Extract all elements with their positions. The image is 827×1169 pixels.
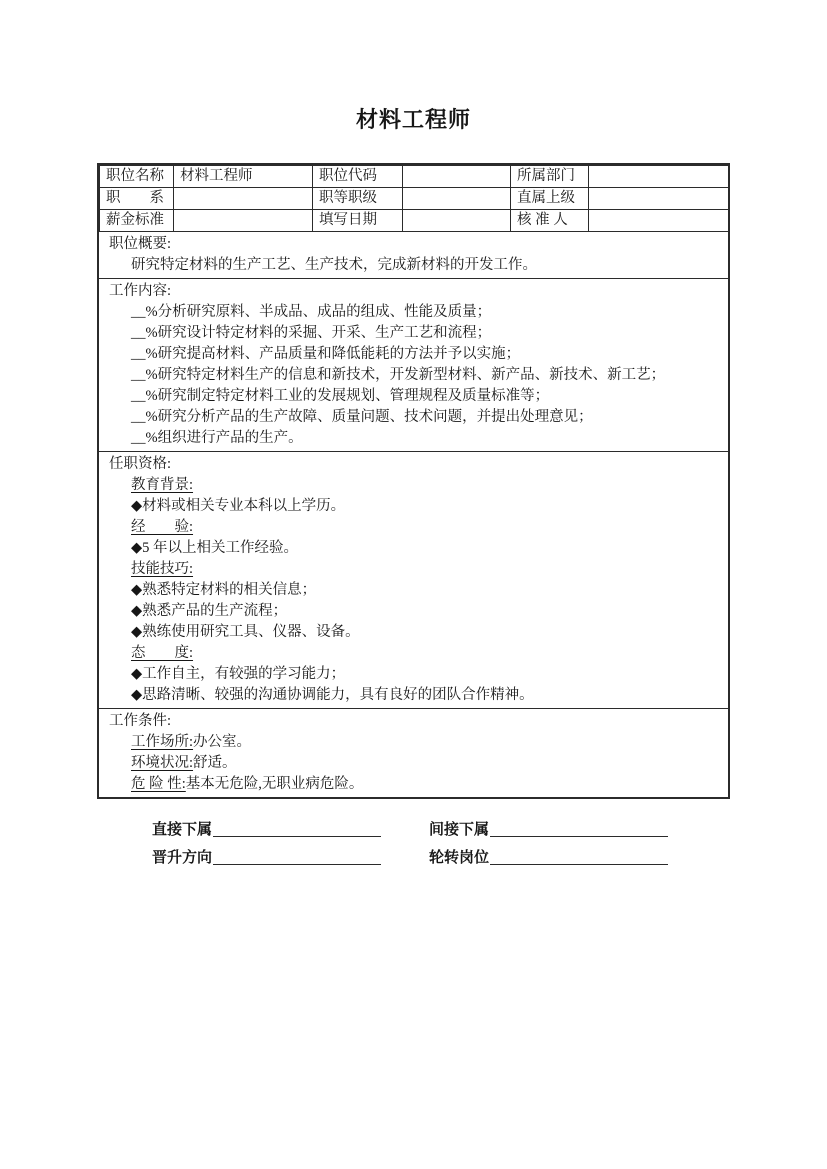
workplace-value: 办公室。 [193,734,252,750]
skills-item: ◆熟练使用研究工具、仪器、设备。 [131,624,360,640]
condition-item [109,753,718,774]
promotion-direction-blank-line[interactable] [213,863,381,865]
attitude-item: ◆工作自主，有较强的学习能力； [131,666,346,682]
work-item: __%研究分析产品的生产故障、质量问题、技术问题，并提出处理意见； [131,409,593,425]
info-table [99,165,729,232]
section-work-conditions [99,709,728,797]
summary-text: 研究特定材料的生产工艺、生产技术，完成新材料的开发工作。 [131,257,537,273]
footer-row-2 [152,841,827,869]
fill-date-label: 填写日期 [313,210,403,232]
salary-standard-label: 薪金标准 [100,210,174,232]
department-value[interactable] [589,166,729,188]
work-conditions-heading: 工作条件: [109,713,172,729]
indirect-subordinates-label: 间接下属 [429,822,490,838]
fill-date-value[interactable] [403,210,511,232]
position-name-value: 材料工程师 [174,166,313,188]
work-item: __%研究设计特定材料的采掘、开采、生产工艺和流程； [131,325,492,341]
salary-standard-value[interactable] [174,210,313,232]
work-item: __%研究制定特定材料工业的发展规划、管理规程及质量标准等； [131,388,550,404]
approver-value[interactable] [589,210,729,232]
indirect-subordinates-blank-line[interactable] [490,835,668,837]
work-content-heading: 工作内容: [109,283,172,299]
attitude-item: ◆思路清晰、较强的沟通协调能力，具有良好的团队合作精神。 [131,687,534,703]
job-grade-value[interactable] [403,188,511,210]
job-family-label: 职 系 [100,188,174,210]
environment-value: 舒适。 [193,755,237,771]
section-qualifications [99,452,728,709]
work-item: __%组织进行产品的生产。 [131,430,303,446]
approver-label: 核 准 人 [511,210,589,232]
section-summary [99,232,728,279]
footer-row-1 [152,813,827,841]
risk-value: 基本无危险,无职业病危险。 [185,776,364,792]
position-name-label: 职位名称 [100,166,174,188]
direct-subordinates-blank-line[interactable] [213,835,381,837]
workplace-label: 工作场所: [131,734,194,750]
education-subheading: 教育背景: [131,477,194,493]
department-label: 所属部门 [511,166,589,188]
work-item: __%研究特定材料生产的信息和新技术，开发新型材料、新产品、新技术、新工艺； [131,367,666,383]
page-title: 材料工程师 [355,107,471,132]
experience-item: ◆5 年以上相关工作经验。 [131,540,299,556]
position-code-value[interactable] [403,166,511,188]
footer-fill-in-area [152,813,827,869]
info-row-2 [100,188,729,210]
education-item: ◆材料或相关专业本科以上学历。 [131,498,346,514]
info-row-3 [100,210,729,232]
info-row-1 [100,166,729,188]
environment-label: 环境状况: [131,755,194,771]
rotation-position-label: 轮转岗位 [429,850,490,866]
job-family-value[interactable] [174,188,313,210]
qualifications-heading: 任职资格: [109,456,172,472]
position-code-label: 职位代码 [313,166,403,188]
condition-item [109,774,718,795]
section-work-content [99,279,728,452]
job-description-table [97,163,730,799]
promotion-direction-label: 晋升方向 [152,850,213,866]
risk-label: 危 险 性: [131,776,186,792]
skills-item: ◆熟悉特定材料的相关信息； [131,582,317,598]
work-item: __%分析研究原料、半成品、成品的组成、性能及质量； [131,304,492,320]
work-item: __%研究提高材料、产品质量和降低能耗的方法并予以实施； [131,346,521,362]
skills-subheading: 技能技巧: [131,561,194,577]
experience-subheading: 经 验: [131,519,194,535]
job-grade-label: 职等职级 [313,188,403,210]
direct-superior-label: 直属上级 [511,188,589,210]
rotation-position-blank-line[interactable] [490,863,668,865]
direct-subordinates-label: 直接下属 [152,822,213,838]
condition-item [109,732,718,753]
attitude-subheading: 态 度: [131,645,194,661]
skills-item: ◆熟悉产品的生产流程； [131,603,288,619]
summary-heading: 职位概要: [109,236,172,252]
direct-superior-value[interactable] [589,188,729,210]
